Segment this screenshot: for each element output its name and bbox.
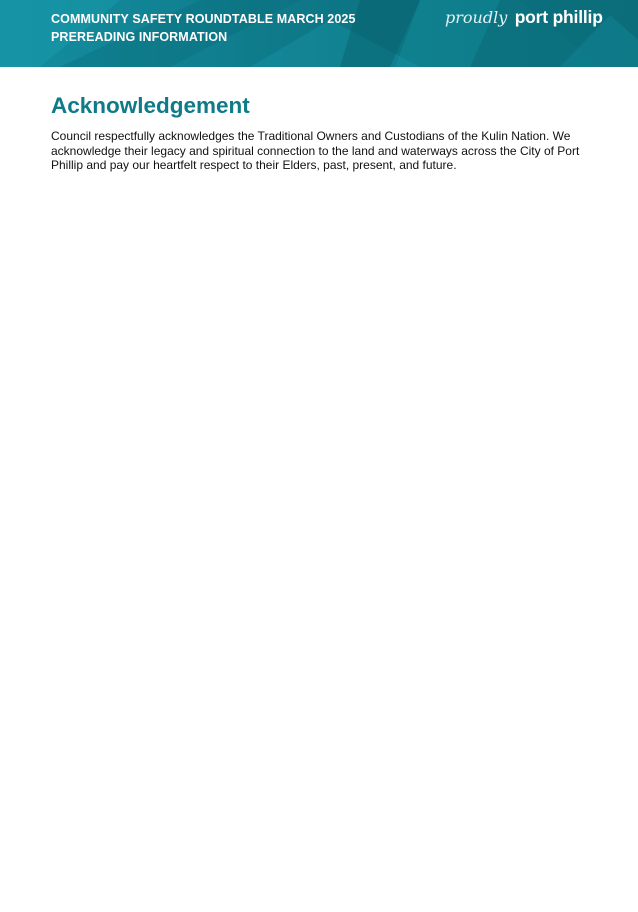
logo-script-text: proudly xyxy=(445,8,508,27)
section-heading: Acknowledgement xyxy=(51,93,250,118)
header-title-line-2: PREREADING INFORMATION xyxy=(51,30,228,44)
logo-brand-text: port phillip xyxy=(514,7,603,27)
acknowledgement-paragraph: Council respectfully acknowledges the Traditional Owners and Custodians of the Kulin Nation. We acknowledge their legacy and spiritual connection to the land and waterways across the City of Port Phillip and pay our heartfelt respect to their Elders, past, present, and future. xyxy=(51,129,580,173)
header-title-line-1: COMMUNITY SAFETY ROUNDTABLE MARCH 2025 xyxy=(51,12,356,26)
header-banner xyxy=(0,0,638,67)
council-logo xyxy=(445,7,603,33)
